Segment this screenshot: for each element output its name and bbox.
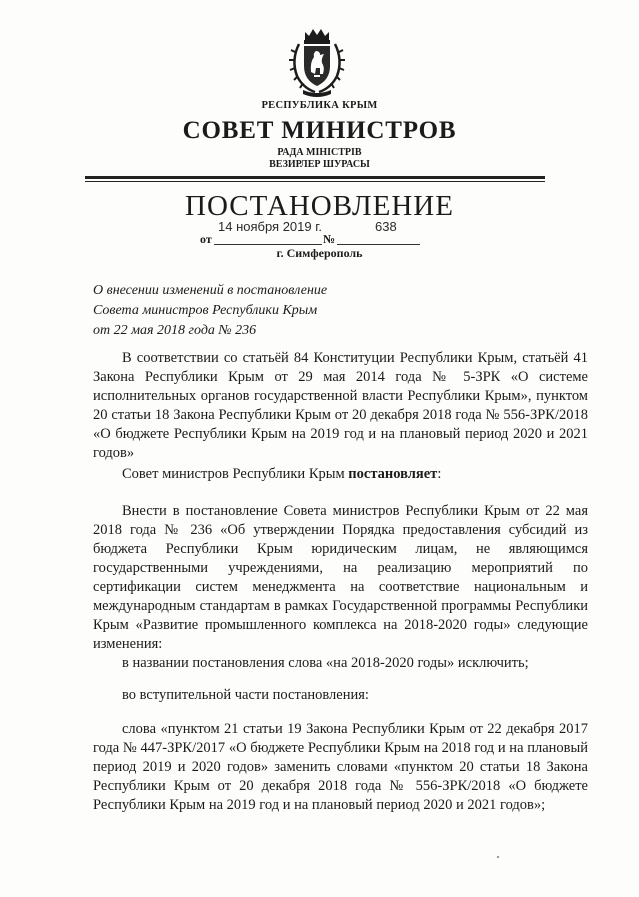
number-underline: [337, 244, 420, 245]
amendment-item-words: слова «пунктом 21 статьи 19 Закона Республики Крым от 22 декабря 2017 года № 447-ЗРК/2017 «О бюджете Республики Крым на 2018 год и на плановый период 2019 и 2020 годов» заменить словами «пунктом 20 статьи 18 Закона Республики Крым от 20 декабря 2018 года № 556-ЗРК/2018 «О бюджете Республики Крым на 2019 год и на плановый период 2020 и 2021 годов»;: [93, 721, 588, 813]
council-name-crimean-tatar: ВЕЗИРЛЕР ШУРАСЫ: [269, 159, 370, 170]
scan-speck: [497, 856, 499, 858]
date-underline: [214, 244, 322, 245]
header-divider-thick: [85, 176, 545, 179]
amendment-item-title: в названии постановления слова «на 2018-2020 годы» исключить;: [122, 655, 529, 671]
subject-line: от 22 мая 2018 года № 236: [93, 323, 257, 338]
republic-name: РЕСПУБЛИКА КРЫМ: [261, 100, 378, 111]
preamble-paragraph: В соответствии со статьёй 84 Конституции Республики Крым, статьёй 41 Закона Республики Крым от 29 мая 2014 года № 5-ЗРК «О системе исполнительных органов государственной власти Республики Крым», пунктом 20 статьи 18 Закона Республики Крым от 20 декабря 2018 года № 556-ЗРК/2018 «О бюджете Республики Крым на 2019 год и на плановый период 2020 и 2021 годов»: [93, 350, 588, 461]
city-name: г. Симферополь: [276, 246, 363, 260]
document-subject: [93, 281, 393, 341]
resolution-verb: постановляет: [348, 466, 438, 482]
resolution-prefix: Совет министров Республики Крым: [122, 466, 349, 482]
amendment-item-intro: во вступительной части постановления:: [122, 687, 369, 703]
date-value: 14 ноября 2019 г.: [218, 219, 322, 234]
resolution-statement: [122, 465, 441, 484]
document-type-title: ПОСТАНОВЛЕНИЕ: [185, 190, 454, 222]
resolution-suffix: :: [437, 466, 442, 482]
council-name: СОВЕТ МИНИСТРОВ: [182, 117, 457, 144]
crimea-coat-of-arms-icon: [287, 26, 347, 98]
number-label: №: [323, 232, 336, 246]
subject-line: Совета министров Республики Крым: [93, 303, 318, 318]
council-name-ukrainian: РАДА МІНІСТРІВ: [277, 147, 362, 158]
subject-line: О внесении изменений в постановление: [93, 283, 328, 298]
amendment-paragraph: Внести в постановление Совета министров Республики Крым от 22 мая 2018 года № 236 «Об утверждении Порядка предоставления субсидий из бюджета Республики Крым юридическим лицам, не являющимся государственными учреждениями, на реализацию мероприятий по сертификации систем менеджмента на соответствие национальным и международным стандартам в рамках Государственной программы Республики Крым «Развитие промышленного комплекса на 2018-2020 годы» следующие изменения:: [93, 503, 588, 652]
header-divider-thin: [85, 181, 545, 182]
number-value: 638: [375, 219, 397, 234]
date-label: от: [200, 232, 212, 246]
